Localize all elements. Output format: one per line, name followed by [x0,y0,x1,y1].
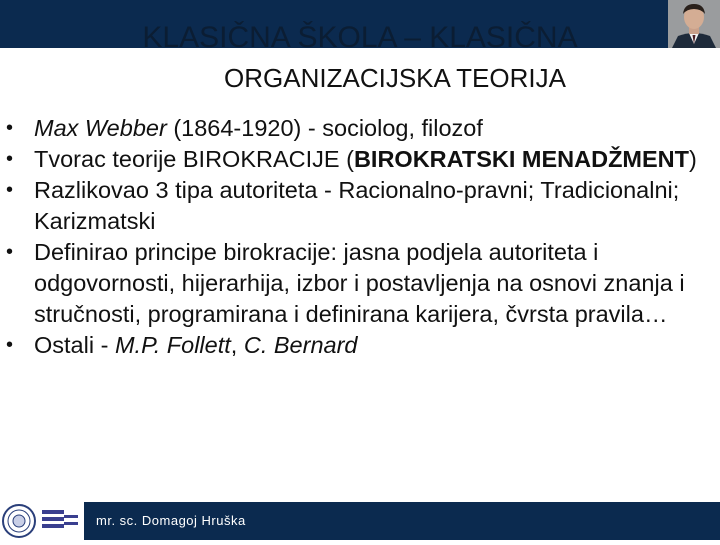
slide-title-line2: ORGANIZACIJSKA TEORIJA [224,63,566,93]
bullet-text: Razlikovao 3 tipa autoriteta - Racionalno-pravni; Tradicionalni; Karizmatski [34,177,680,234]
faculty-logo-icon [42,510,78,528]
bullet-text: (1864-1920) - sociolog, filozof [166,115,483,141]
bullet-italic: M.P. Follett [114,332,231,358]
bullet-text: ) [689,146,697,172]
bullet-bold: BIROKRATSKI MENADŽMENT [353,146,690,172]
bullet-italic: Max Webber [34,115,167,141]
bullet-italic: C. Bernard [243,332,358,358]
footer-author: mr. sc. Domagoj Hruška [96,513,246,528]
bullet-list [0,113,720,361]
bullet-dot-icon: • [6,334,14,356]
bullet-dot-icon: • [6,117,14,139]
bullet-text: Definirao principe birokracije: jasna podjela autoriteta i odgovornosti, hijerarhija, izbor i postavljenja na osnovi znanja i stručnosti, programirana i definirana karijera, čvrsta pravila… [34,239,685,327]
bullet-item [0,330,720,361]
slide-title-line1: KLASIČNA ŠKOLA – KLASIČNA [142,21,578,54]
bullet-item [0,113,720,144]
bullet-dot-icon: • [6,148,14,170]
bullet-text: Ostali - [34,332,115,358]
footer-logos [0,502,84,540]
bullet-text: Tvorac teorije BIROKRACIJE ( [34,146,354,172]
bullet-item [0,144,720,175]
bullet-item [0,175,720,237]
bullet-dot-icon: • [6,241,14,263]
university-seal-icon [0,502,84,540]
bullet-text: , [230,332,244,358]
bullet-dot-icon: • [6,179,14,201]
bullet-item [0,237,720,330]
